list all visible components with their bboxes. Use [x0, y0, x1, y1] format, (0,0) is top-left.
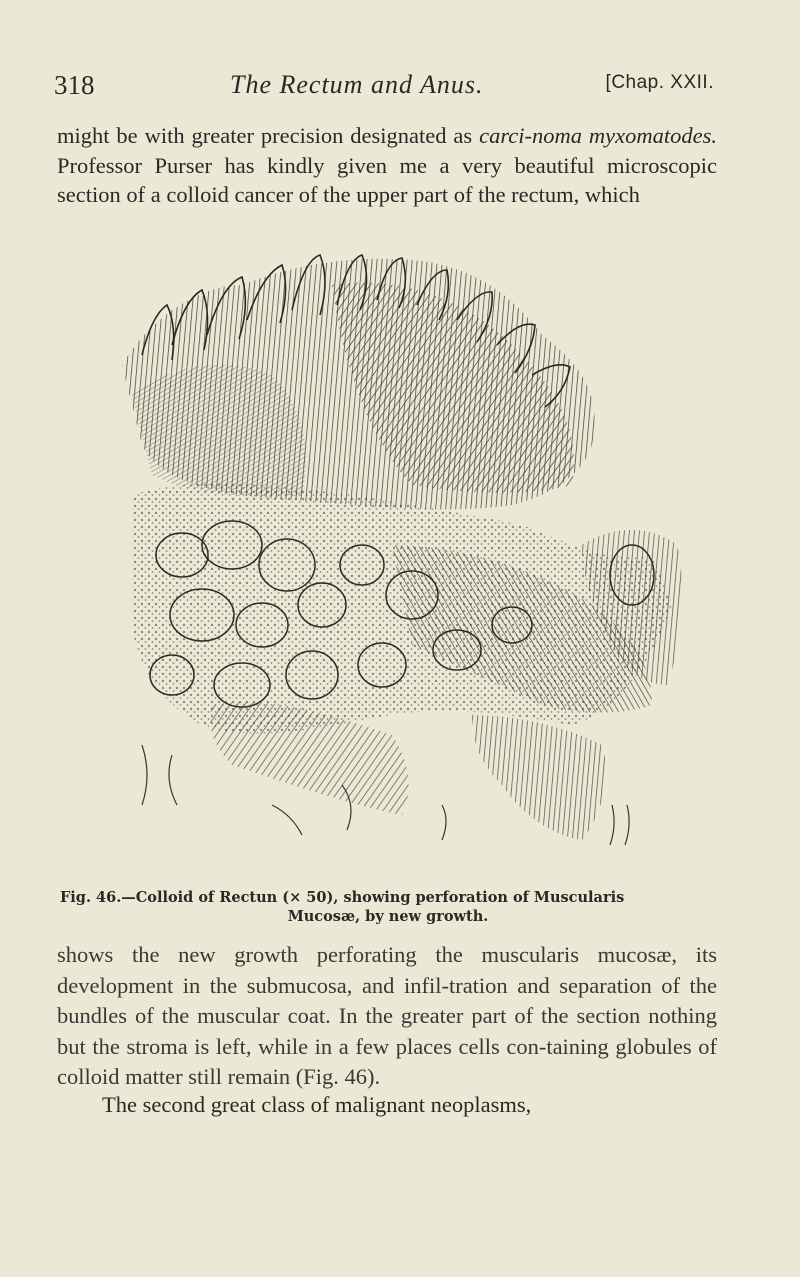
paragraph-intro [57, 121, 717, 210]
running-title: The Rectum and Anus. [230, 70, 484, 99]
micrograph-svg [112, 245, 692, 850]
chapter-reference: [Chap. XXII. [605, 72, 714, 93]
caption-line-1: Fig. 46.—Colloid of Rectun (× 50), showing perforation of Muscularis [60, 889, 625, 906]
micrograph-illustration [112, 245, 692, 850]
paragraph-description: shows the new growth perforating the muscularis mucosæ, its development in the submucosa, and infil-tration and separation of the bundles of the muscular coat. In the greater part of the section nothing but the stroma is left, while in a few places cells con-taining globules of colloid matter still remain (Fig. 46). [57, 942, 717, 1089]
italic-term: carci-noma myxomatodes. [479, 123, 717, 148]
intro-text-start: might be with greater precision designated as [57, 123, 480, 148]
caption-line-2: Mucosæ, by new growth. [287, 908, 489, 925]
page-number: 318 [54, 70, 95, 100]
figure-caption [60, 888, 716, 926]
intro-text-end: Professor Purser has kindly given me a very beautiful microscopic section of a colloid cancer of the upper part of the rectum, which [57, 152, 717, 207]
paragraph-next-section: The second great class of malignant neoplasms, [102, 1092, 532, 1117]
running-header [54, 70, 714, 110]
